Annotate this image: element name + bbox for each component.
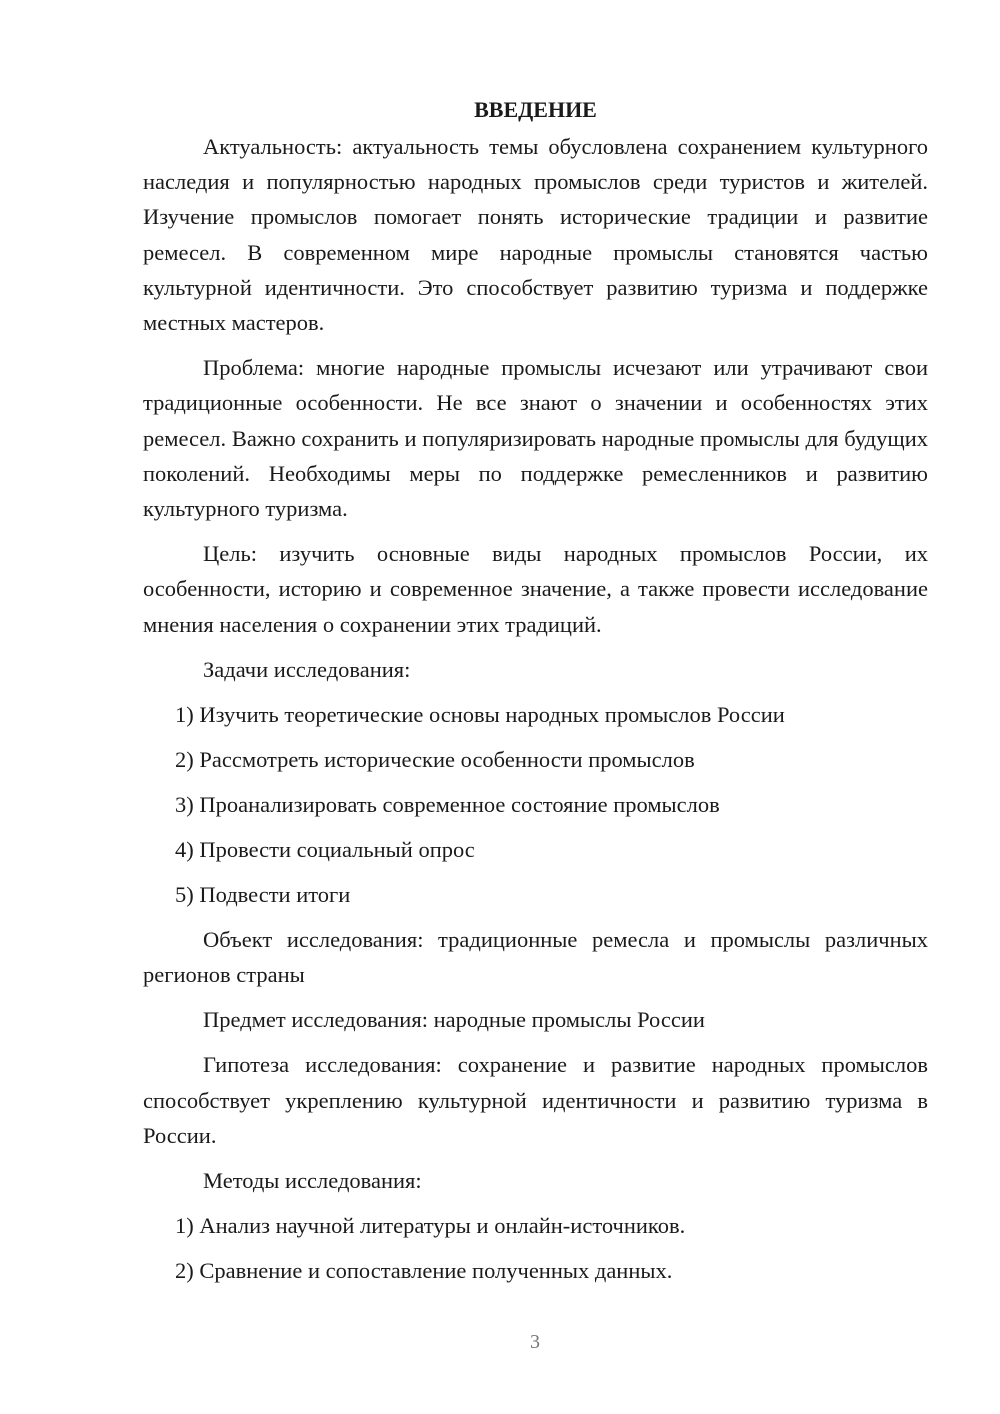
page-number: 3: [530, 1331, 540, 1353]
task-item-2: 2) Рассмотреть исторические особенности промыслов: [175, 746, 695, 772]
method-item-2: 2) Сравнение и сопоставление полученных данных.: [175, 1258, 673, 1284]
task-item-5: 5) Подвести итоги: [175, 881, 351, 907]
subject-paragraph: Предмет исследования: народные промыслы России: [203, 1007, 705, 1033]
method-item-1: 1) Анализ научной литературы и онлайн-источников.: [175, 1213, 686, 1239]
task-item-3: 3) Проанализировать современное состояние промыслов: [175, 791, 720, 817]
tasks-heading: Задачи исследования:: [203, 656, 411, 682]
section-title: ВВЕДЕНИЕ: [474, 97, 597, 122]
problem-paragraph: Проблема: многие народные промыслы исчезают или утрачивают свои традиционные особенности. Не все знают о значении и особенностях этих ремесел. Важно сохранить и популяризировать народные промыслы для будущих поколений. Необходимы меры по поддержке ремесленников и развитию культурного туризма.: [143, 355, 928, 522]
task-item-4: 4) Провести социальный опрос: [175, 836, 475, 862]
task-item-1: 1) Изучить теоретические основы народных промыслов России: [175, 701, 785, 727]
methods-heading: Методы исследования:: [203, 1168, 422, 1194]
relevance-paragraph: Актуальность: актуальность темы обусловлена сохранением культурного наследия и популярностью народных промыслов среди туристов и жителей. Изучение промыслов помогает понять исторические традиции и развитие ремесел. В современном мире народные промыслы становятся частью культурной идентичности. Это способствует развитию туризма и поддержке местных мастеров.: [143, 134, 928, 336]
hypothesis-paragraph: Гипотеза исследования: сохранение и развитие народных промыслов способствует укреплению культурной идентичности и развитию туризма в России.: [143, 1052, 928, 1148]
goal-paragraph: Цель: изучить основные виды народных промыслов России, их особенности, историю и современное значение, а также провести исследование мнения населения о сохранении этих традиций.: [143, 541, 928, 637]
page-content: [143, 92, 928, 1298]
object-paragraph: Объект исследования: традиционные ремесла и промыслы различных регионов страны: [143, 926, 928, 988]
